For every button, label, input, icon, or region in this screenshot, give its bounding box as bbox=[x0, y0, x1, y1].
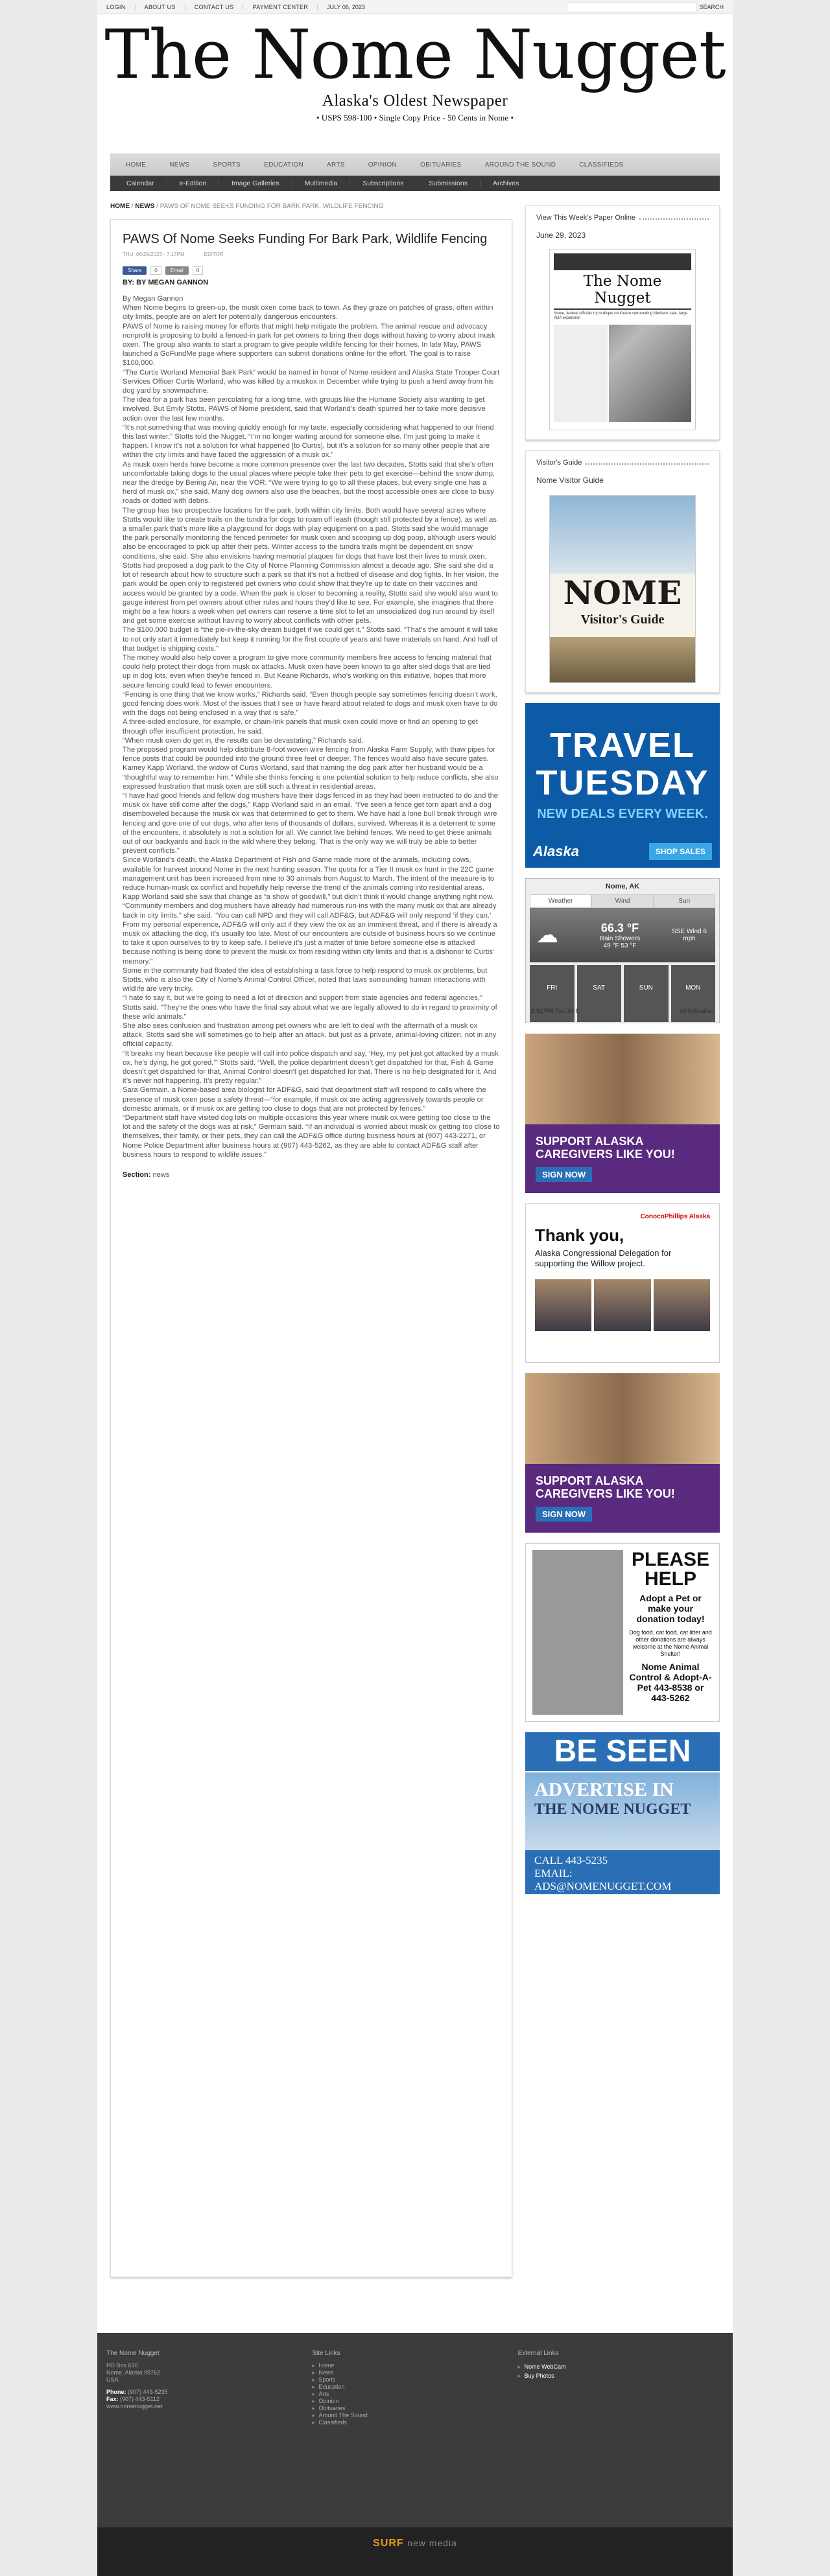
title-dots bbox=[639, 216, 709, 220]
article-paragraph: “Fencing is one thing that we know works,” Richards said. “Even though people say sometimes fencing doesn’t work, good fencing does work. Most of the issues that I see or have heard about related to dogs and musk oxen have to do with the dogs not being enclosed in a way that is safe.” bbox=[123, 690, 498, 717]
forecast-day-label: FRI bbox=[530, 982, 575, 1022]
article-paragraph: She also sees confusion and frustration among pet owners who are left to deal with the aftermath of a musk ox attack. Stotts said she will sometimes go to help after an attack, but just as a private, animal-loving citizen, not in any official capacity. bbox=[123, 1022, 497, 1049]
footer-link-buy-photos[interactable]: ▸ Buy Photos bbox=[518, 2371, 724, 2380]
email-count: 0 bbox=[193, 266, 203, 275]
alaska-airlines-logo: Alaska bbox=[533, 843, 579, 859]
article-paragraph: Since Worland’s death, the Alaska Department of Fish and Game made more of the animals, including cows, available for harvest around Nome in the next hunting season. The quota for a Tier II musk ox hunt in the 22C game management unit has been increased from nine to 30 animals from August to March. The intent of the measure is to reduce human-musk ox conflict and hopefully help reverse the trend of the animals coming into residential areas. bbox=[123, 856, 495, 892]
email-share-button[interactable]: Email bbox=[165, 266, 189, 275]
nav-multimedia[interactable]: Multimedia bbox=[292, 180, 351, 187]
article-paragraph: The $100,000 budget is “the pie-in-the-sky dream budget if we could get it,” Stotts said. “That’s the amount it will take to not only start it immediately but keep it running for the first couple of years and have materials on hand. And half of that budget is shipping costs.” bbox=[123, 626, 498, 653]
about-us-link[interactable]: ABOUT US bbox=[136, 4, 185, 10]
article-paragraph: The idea for a park has been percolating for a long time, with groups like the Humane Society also wanting to get involved. But Emily Stotts, PAWS of Nome president, said that Worland’s death spurred her to take more decisive action over the last few months. bbox=[123, 396, 486, 423]
article-paragraph: “Community members and dog mushers have already had numerous run-ins with the many musk ox that are already back in city limits,” she said. “You can call NPD and they will call ADF&G, but ADF&G will only respond ‘if they can.’ From my personal experience, ADF&G will only act if they view the ox as an imminent threat, and if there is already a musk ox attacking the dog, it’s usually too late. Most of our encounters are outside of business hours so we continue to take it upon ourselves to try to keep safe. I believe it’s just a matter of time before someone else is attacked because nothing is being done to prevent the musk ox from residing within city limits and that is a dishonor to Curtis’ memory.” bbox=[123, 902, 497, 966]
surf-text: SURF bbox=[373, 2538, 404, 2549]
advertise-ad[interactable] bbox=[525, 1732, 720, 1894]
article-paragraph: “It’s not something that was moving quickly enough for my taste, especially considering what happened to our friend this last winter,” Stotts told the Nugget. “I’m no longer waiting around for someone else. I’m just going to make it happen. I know it’s not a solution for what happened [to Curtis], but it’s a solution for so many other people that are within the city limits and have faced the aggression of a musk ox.” bbox=[123, 423, 494, 459]
nav-education[interactable]: EDUCATION bbox=[264, 161, 304, 168]
advertise-paper: THE NOME NUGGET bbox=[534, 1801, 691, 1818]
article-author-meta[interactable]: EDITOR bbox=[204, 251, 224, 257]
current-wind: SSE Wind 6 mph bbox=[672, 928, 707, 942]
forecast-day bbox=[671, 965, 716, 1005]
article-headline: PAWS Of Nome Seeks Funding For Bark Park, Wildlife Fencing bbox=[123, 232, 488, 246]
primary-nav bbox=[110, 154, 720, 176]
advertise-block bbox=[525, 1772, 720, 1850]
advertise-in: ADVERTISE IN bbox=[534, 1779, 674, 1800]
caregivers-text: SUPPORT ALASKA CAREGIVERS LIKE YOU! bbox=[536, 1474, 675, 1500]
footer-address-line: PO Box 610 bbox=[106, 2362, 138, 2369]
nav-opinion[interactable]: OPINION bbox=[368, 161, 397, 168]
paper-front-image bbox=[554, 325, 691, 422]
article-paragraph: Some in the community had floated the idea of establishing a task force to help respond to musk ox problems, but Stotts, who is also the City of Nome’s Animal Control Officer, noted that laws surrounding human interactions with wildlife are very tricky. bbox=[123, 966, 488, 993]
footer-site-links bbox=[312, 2350, 517, 2511]
delegation-photos bbox=[535, 1279, 710, 1331]
hi-lo-temps: 49 °F 53 °F bbox=[603, 942, 637, 949]
forecast-day bbox=[577, 965, 622, 1005]
forecast-day bbox=[624, 965, 669, 1005]
footer-link-webcam[interactable]: ▸ Nome WebCam bbox=[518, 2362, 724, 2371]
tab-sun[interactable]: Sun bbox=[654, 894, 715, 908]
login-link[interactable]: LOGIN bbox=[106, 4, 136, 10]
footer-bar bbox=[97, 2527, 733, 2576]
guide-link[interactable]: Nome Visitor Guide bbox=[536, 476, 604, 485]
search-area bbox=[567, 2, 724, 12]
site-logo[interactable]: The Nome Nugget bbox=[104, 15, 726, 94]
paper-widget bbox=[525, 205, 720, 440]
nav-arts[interactable]: ARTS bbox=[327, 161, 345, 168]
be-seen-title: BE SEEN bbox=[525, 1732, 720, 1772]
article-paragraph: “I hate to say it, but we’re going to need a lot of direction and support from state agencies and federal agencies,” Stotts said. “They’re the ones who have the final say about what we are legally allowed to do in regard to proximity of these wild animals.” bbox=[123, 994, 497, 1021]
article-paragraph: “Department staff have visited dog lots on multiple occasions this year where musk ox were getting too close to the lot and the safety of the dogs was at risk,” Germain said. “If an individual is worried about musk ox getting too close to themselves, their family, or their pets, they can call the ADF&G office during business hours at (907) 443-2271, or Nome Police Department after business hours at (907) 443-5262, as they are able to contact ADF&G staff after business hours to respond to wildlife issues.” bbox=[123, 1114, 500, 1159]
adopt-text bbox=[623, 1550, 713, 1715]
article-paragraph: “When musk oxen do get in, the results can be devastating,” Richards said. bbox=[123, 736, 364, 745]
footer-fax: Fax: (907) 443-5112 bbox=[106, 2396, 160, 2402]
secondary-nav bbox=[110, 176, 720, 191]
article-paragraph: Kamey Kapp Worland, the widow of Curtis Worland, said that naming the dog park after her husband would be a “thoughtful way to remember him.” While she thinks fencing is one potential solution to help reduce conflicts, she also expressed frustration that musk oxen are still such a threat in residential areas. bbox=[123, 764, 499, 791]
search-button[interactable]: SEARCH bbox=[699, 3, 724, 10]
footer-link-home[interactable]: ▸ Home bbox=[312, 2362, 517, 2369]
nav-around-the-sound[interactable]: AROUND THE SOUND bbox=[484, 161, 556, 168]
dog-photo bbox=[532, 1550, 623, 1715]
footer bbox=[97, 2333, 733, 2527]
visitor-guide-cover[interactable] bbox=[549, 495, 696, 683]
article-section bbox=[123, 1171, 500, 1179]
breadcrumb: HOME / NEWS / PAWS OF NOME SEEKS FUNDING FOR BARK PARK, WILDLIFE FENCING bbox=[110, 203, 384, 210]
rain-cloud-icon: ☁ bbox=[536, 923, 558, 947]
article-paragraph: “The Curtis Worland Memorial Bark Park” would be named in honor of Nome resident and Alaska State Trooper Court Services Officer Curtis Worland, who was killed by a muskox in December while trying to push a herd away from his dog yard by snowmachine. bbox=[123, 368, 500, 395]
guide-widget-title bbox=[536, 459, 709, 467]
paper-rule bbox=[554, 308, 691, 310]
nav-home[interactable]: HOME bbox=[126, 161, 147, 168]
article-paragraph: As musk oxen herds have become a more common presence over the last two decades, Stotts said that she’s often uncomfortable taking dogs to the usual places where people take their pets to get exercise—behind the snow dump, near the dredge by Bering Air, near the VOR. “We were trying to go to all these places, but every single one has a herd of musk ox,” she said. Many dog owners also use the beaches, but the most accessible ones are close to busy roads or dotted with debris. bbox=[123, 460, 495, 505]
thanks-title: Thank you, bbox=[535, 1225, 624, 1245]
article-meta bbox=[123, 251, 500, 257]
top-bar bbox=[97, 0, 733, 14]
article-paragraph: The proposed program would help distribute 8-foot woven wire fencing from Alaska Farm Supply, with thaw pipes for fence posts that could be pounded into the ground three feet or deeper. The fences would also have secure gates. bbox=[123, 745, 495, 763]
weather-tabs bbox=[530, 894, 715, 908]
adopt-a-pet-ad[interactable] bbox=[525, 1543, 720, 1722]
surf-new-media-logo[interactable]: SURF new media bbox=[373, 2538, 457, 2549]
footer-contact bbox=[106, 2350, 312, 2511]
advertise-email: EMAIL: ADS@NOMENUGGET.COM bbox=[534, 1867, 672, 1892]
paper-headline: Nome, federal officials try to dispel confusion surrounding Merbeck sale, large ADA expansion bbox=[554, 312, 688, 320]
article-paragraph: PAWS of Nome is raising money for efforts that might help mitigate the problem. The animal rescue and advocacy nonprofit is proposing to build a fenced-in park for pet owners to bring their dogs without having to worry about musk oxen. The group also wants to start a program to give people wildlife fencing for their homes. In late May, PAWS launched a GoFundMe page where supporters can submit donations online for the effort. The goal is to raise $100,000. bbox=[123, 322, 495, 367]
facebook-share-button[interactable]: Share bbox=[123, 266, 147, 275]
nav-image-galleries[interactable]: Image Galleries bbox=[219, 180, 292, 187]
footer-link-news[interactable]: ▸ News bbox=[312, 2369, 517, 2376]
travel-tuesday-ad[interactable] bbox=[525, 703, 720, 868]
article-byline: BY: BY MEGAN GANNON bbox=[123, 279, 209, 286]
paper-widget-title-text: View This Week's Paper Online bbox=[536, 214, 636, 222]
cover-subtitle: Visitor's Guide bbox=[580, 612, 665, 627]
site-tagline: Alaska's Oldest Newspaper bbox=[322, 92, 508, 110]
article-paragraph: A three-sided enclosure, for example, or chain-link panels that musk oxen could move or find an opening to get through offer insufficient protection, he said. bbox=[123, 718, 478, 736]
site-info: • USPS 598-100 • Single Copy Price - 50 Cents in Nome • bbox=[316, 113, 514, 122]
footer-site-link[interactable]: www.nomenugget.net bbox=[106, 2403, 163, 2409]
share-count: 0 bbox=[150, 266, 161, 275]
help-message: Adopt a Pet or make your donation today! bbox=[636, 1593, 705, 1624]
footer-address-line: Nome, Alaska 99762 bbox=[106, 2369, 161, 2376]
article-paragraph: When Nome begins to green-up, the musk oxen come back to town. As they graze on patches of grass, often within city limits, people are on alert for potentially dangerous encounters. bbox=[123, 304, 493, 321]
breadcrumb-news[interactable]: NEWS bbox=[135, 203, 155, 210]
nav-archives[interactable]: Archives bbox=[492, 180, 519, 187]
article-paragraph: Stotts had proposed a dog park to the City of Nome Planning Commission almost a decade ago. She said she did a lot of research about how to structure such a park so that it’s not a hotbed of disease and dog fights. In her vision, the park would be open only to registered pet owners who could show that they’re up to date on their vaccines and access would be granted by a code. When the park is closer to becoming a reality, Stotts said she would also want to gauge interest from pet owners about other rules and hours they’d like to see. For example, she imagines that there might be a few hours a week when pet owners can reserve a time slot to let an unsocialized dog run around by itself and get some exercise without having to worry about conflicts with other pets. bbox=[123, 561, 499, 625]
footer-link-classifieds[interactable]: ▸ Classifieds bbox=[312, 2419, 517, 2426]
share-bar bbox=[123, 266, 500, 275]
article-paragraph: “I have had good friends and fellow dog mushers have their dogs fenced in as they had been instructed to do and the musk ox have still come after the dogs,” Kapp Worland said in an email. “I’ve seen a fence get torn apart and a dog disemboweled because the musk ox was that determined to get to them. We have had a lone bull break through wire fencing and gore one of our dogs, who after tens of thousands of dollars, survived. Whereas it is a deterrent to some of the encounters, it absolutely is not a solution for all. We cannot live behind fences. We need to get these animals out of our backyards and back in the wild where they belong. That is the only way we will truly be able to better prevent conflicts.” bbox=[123, 791, 499, 855]
weather-widget bbox=[525, 878, 720, 1023]
cover-bottom-image bbox=[550, 637, 695, 682]
visitor-guide-widget bbox=[525, 450, 720, 693]
nav-sports[interactable]: SPORTS bbox=[213, 161, 241, 168]
footer-col2-title: Site Links bbox=[312, 2350, 340, 2357]
nav-news[interactable]: NEWS bbox=[169, 161, 190, 168]
paper-thumbnail[interactable] bbox=[549, 249, 696, 430]
sign-now-button[interactable]: SIGN NOW bbox=[536, 1507, 592, 1522]
current-temp: 66.3 °F bbox=[600, 921, 639, 934]
section-label: Section: bbox=[123, 1171, 151, 1179]
sign-now-button[interactable]: SIGN NOW bbox=[536, 1167, 592, 1182]
advertise-phone: CALL 443-5235 bbox=[534, 1854, 608, 1866]
current-conditions: Rain Showers bbox=[599, 934, 641, 942]
page bbox=[97, 0, 733, 2576]
article-date: THU, 06/29/2023 - 7:17PM bbox=[123, 251, 185, 257]
search-input[interactable] bbox=[567, 2, 696, 12]
advertise-contact bbox=[525, 1850, 720, 1894]
paper-widget-title bbox=[536, 214, 709, 222]
conocophillips-ad[interactable] bbox=[525, 1203, 720, 1363]
caregivers-ad[interactable] bbox=[525, 1034, 720, 1193]
paper-date[interactable]: June 29, 2023 bbox=[536, 231, 586, 240]
forecast-day-label: SAT bbox=[577, 982, 622, 1022]
footer-col1-title: The Nome Nugget bbox=[106, 2350, 160, 2357]
current-date: JULY 06, 2023 bbox=[327, 3, 365, 10]
forecast-day bbox=[530, 965, 575, 1005]
nav-subscriptions[interactable]: Subscriptions bbox=[350, 180, 416, 187]
nav-submissions[interactable]: Submissions bbox=[416, 180, 480, 187]
article-paragraph: “It breaks my heart because like people will call into police dispatch and say, ‘Hey, my pet just got attacked by a musk ox, he’s dying, he got gored,’” Stotts said. “Well, the police department doesn’t get dispatched for that, Fish & Game doesn’t get dispatched for that, Animal Control doesn’t get dispatched for that. There is no help designated for it. And it’s never not happening. It’s pretty regular.” bbox=[123, 1049, 499, 1085]
article-paragraph: Kapp Worland said she saw that change as “a show of goodwill,” but didn’t think it would change anything right now. bbox=[123, 893, 494, 901]
ad-footer bbox=[533, 843, 712, 860]
top-links bbox=[106, 4, 318, 10]
footer-link-arts[interactable]: ▸ Arts bbox=[312, 2391, 517, 2398]
nav-e-edition[interactable]: e-Edition bbox=[167, 180, 219, 187]
article-paragraph: By Megan Gannon bbox=[123, 295, 184, 303]
footer-phone: Phone: (907) 443-5235 bbox=[106, 2389, 168, 2395]
forecast-day-label: SUN bbox=[624, 982, 669, 1022]
payment-center-link[interactable]: PAYMENT CENTER bbox=[243, 4, 318, 10]
article-body bbox=[123, 294, 500, 1159]
caregivers-text: SUPPORT ALASKA CAREGIVERS LIKE YOU! bbox=[536, 1135, 675, 1161]
help-contact: Nome Animal Control & Adopt-A-Pet 443-8538 or 443-5262 bbox=[629, 1662, 712, 1703]
conocophillips-logo: ConocoPhillips Alaska bbox=[640, 1213, 710, 1220]
paper-top-bar bbox=[554, 253, 691, 270]
caregivers-ad-2[interactable] bbox=[525, 1373, 720, 1533]
masthead bbox=[97, 14, 733, 154]
footer-address-line: USA bbox=[106, 2376, 119, 2383]
willyweather-link[interactable]: WillyWeather bbox=[680, 1008, 714, 1014]
footer-link-sports[interactable]: ▸ Sports bbox=[312, 2376, 517, 2384]
help-donations: Dog food, cat food, cat litter and other donations are always welcome at the Nome Animal Shelter! bbox=[629, 1629, 712, 1657]
forecast-days bbox=[530, 965, 715, 1005]
tab-weather[interactable]: Weather bbox=[530, 894, 591, 908]
shop-sales-button[interactable]: SHOP SALES bbox=[649, 843, 712, 860]
caregivers-photo bbox=[525, 1034, 720, 1124]
weather-temp-block bbox=[570, 922, 670, 949]
article bbox=[110, 219, 512, 2277]
sidebar bbox=[525, 203, 720, 2277]
article-paragraph: The money would also help cover a program to give more community members free access to fencing material that could help protect their dogs from musk ox attacks. Musk oxen have been known to go after sled dogs that are tied up in dog lots, even when they’re fenced in. But Keane Richards, who’s working on this initiative, hopes that more secure fencing could lead to fewer encounters. bbox=[123, 653, 492, 690]
ad-line-1: TRAVEL bbox=[550, 726, 695, 765]
article-paragraph: Sara Germain, a Nome-based area biologist for ADF&G, said that department staff will respond to calls where the presence of musk oxen pose a safety threat—“for example, if musk ox are acting aggressively towards people or domestic animals, or if musk ox are getting too close to dogs that are not protected by fences.” bbox=[123, 1086, 486, 1113]
cover-title: NOME bbox=[563, 574, 682, 612]
cover-sky bbox=[550, 496, 695, 574]
forecast-day-label: MON bbox=[671, 982, 716, 1022]
nav-calendar[interactable]: Calendar bbox=[114, 180, 167, 187]
footer-col3-title: External Links bbox=[517, 2350, 559, 2357]
content bbox=[97, 191, 733, 2277]
weather-current bbox=[530, 908, 715, 962]
help-title: PLEASE HELP bbox=[631, 1549, 710, 1590]
guide-widget-title-text: Visitor's Guide bbox=[536, 459, 582, 467]
footer-link-obituaries[interactable]: ▸ Obituaries bbox=[312, 2405, 517, 2412]
main-column bbox=[110, 203, 512, 2277]
breadcrumb-home[interactable]: HOME bbox=[110, 203, 130, 210]
nav-obituaries[interactable]: OBITUARIES bbox=[420, 161, 462, 168]
tab-wind[interactable]: Wind bbox=[591, 894, 653, 908]
ad-line-3: NEW DEALS EVERY WEEK. bbox=[537, 807, 708, 821]
contact-us-link[interactable]: CONTACT US bbox=[185, 4, 244, 10]
footer-link-education[interactable]: ▸ Education bbox=[312, 2384, 517, 2391]
nav-classifieds[interactable]: CLASSIFIEDS bbox=[579, 161, 624, 168]
breadcrumb-current: PAWS OF NOME SEEKS FUNDING FOR BARK PARK, WILDLIFE FENCING bbox=[160, 203, 384, 210]
thanks-subtitle: Alaska Congressional Delegation for supporting the Willow project. bbox=[535, 1248, 672, 1268]
caregivers-photo bbox=[525, 1373, 720, 1464]
weather-location: Nome, AK bbox=[605, 883, 640, 890]
footer-external-links bbox=[518, 2350, 724, 2511]
weather-timestamp: 2:51 PM Thu Jul 6 bbox=[531, 1008, 579, 1014]
footer-link-around-the-sound[interactable]: ▸ Around The Sound bbox=[312, 2412, 517, 2419]
footer-link-opinion[interactable]: ▸ Opinion bbox=[312, 2398, 517, 2405]
article-paragraph: The group has two prospective locations for the park, both within city limits. Both would have several acres where Stotts would like to create trails on the tundra for dogs to roam off leash (though still protected by a fence), as well as a smaller park that’s more like a playground for dogs with play equipment on a pad. Stotts said she would manage the park personally monitoring the fenced perimeter for musk oxen and scooping up dog poop, although users would also be encouraged to pick up after their pets. Winter access to the tundra trails might be dependent on snow conditions, she said. She also envisions having memorial plaques for dogs that have lost their lives to musk oxen. bbox=[123, 506, 497, 561]
ad-line-2: TUESDAY bbox=[536, 763, 709, 802]
title-dots bbox=[586, 461, 709, 465]
section-link[interactable]: news bbox=[152, 1171, 170, 1179]
paper-name: The Nome Nugget bbox=[583, 273, 662, 307]
